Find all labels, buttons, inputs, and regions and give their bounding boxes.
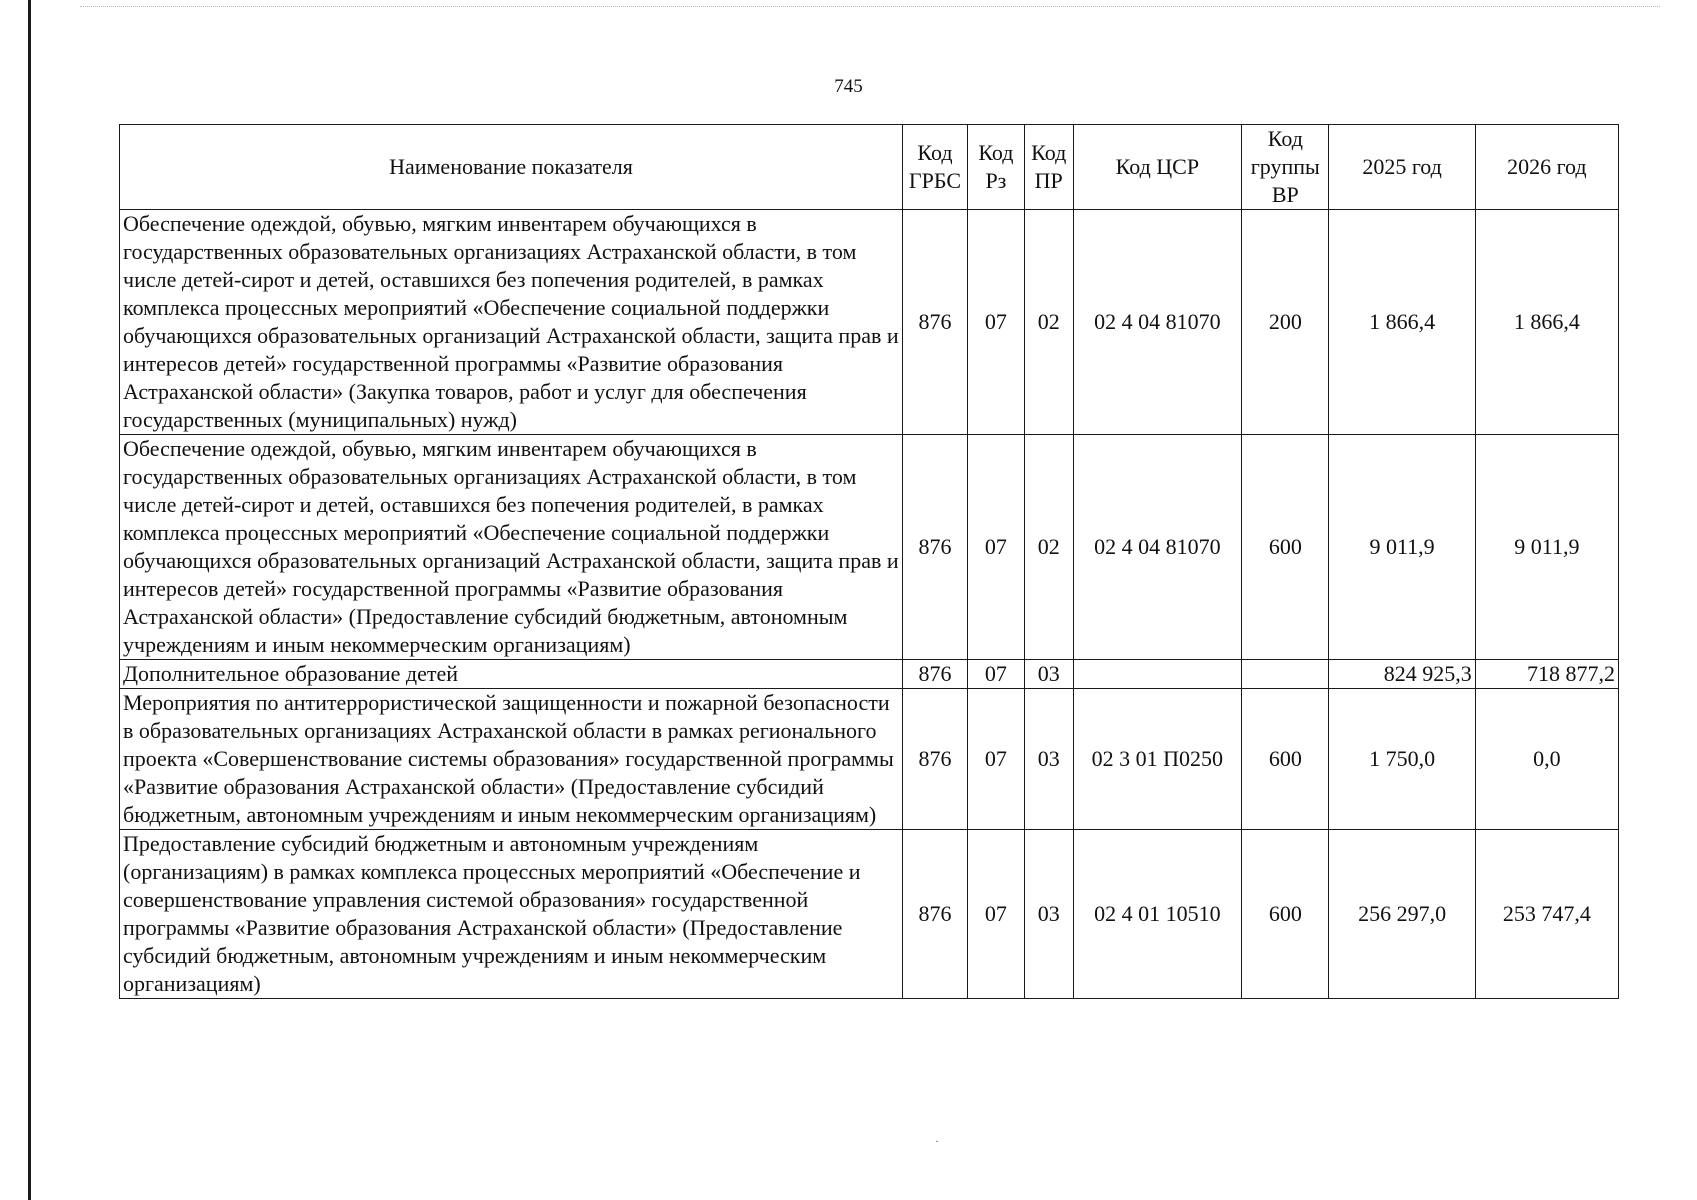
header-rz: Код Рз — [967, 125, 1024, 210]
row-pr: 02 — [1024, 210, 1073, 435]
row-rz: 07 — [967, 689, 1024, 830]
row-csr: 02 4 04 81070 — [1073, 435, 1242, 660]
row-2026: 0,0 — [1475, 689, 1618, 830]
scan-speck: · — [935, 1134, 939, 1148]
header-name: Наименование показателя — [120, 125, 903, 210]
row-csr — [1073, 660, 1242, 689]
header-2025: 2025 год — [1329, 125, 1475, 210]
row-rz: 07 — [967, 660, 1024, 689]
row-vr: 600 — [1242, 435, 1329, 660]
row-name: Дополнительное образование детей — [120, 660, 903, 689]
row-rz: 07 — [967, 435, 1024, 660]
header-grbs: Код ГРБС — [903, 125, 968, 210]
row-vr — [1242, 660, 1329, 689]
row-pr: 02 — [1024, 435, 1073, 660]
row-2025: 1 750,0 — [1329, 689, 1475, 830]
table-row — [120, 435, 1619, 660]
row-vr: 600 — [1242, 689, 1329, 830]
page-left-edge-line — [28, 0, 31, 1200]
row-2025: 1 866,4 — [1329, 210, 1475, 435]
row-grbs: 876 — [903, 830, 968, 999]
budget-table — [119, 124, 1619, 999]
row-name: Обеспечение одеждой, обувью, мягким инвентарем обучающихся в государственных образовательных организациях Астраханской области, в том числе детей-сирот и детей, оставшихся без попечения родителей, в рамках комплекса процессных мероприятий «Обеспечение социальной поддержки обучающихся образовательных организаций Астраханской области, защита прав и интересов детей» государственной программы «Развитие образования Астраханской области» (Закупка товаров, работ и услуг для обеспечения государственных (муниципальных) нужд) — [120, 210, 903, 435]
row-grbs: 876 — [903, 689, 968, 830]
row-2026: 718 877,2 — [1475, 660, 1618, 689]
table-row — [120, 660, 1619, 689]
row-name: Обеспечение одеждой, обувью, мягким инвентарем обучающихся в государственных образовательных организациях Астраханской области, в том числе детей-сирот и детей, оставшихся без попечения родителей, в рамках комплекса процессных мероприятий «Обеспечение социальной поддержки обучающихся образовательных организаций Астраханской области, защита прав и интересов детей» государственной программы «Развитие образования Астраханской области» (Предоставление субсидий бюджетным, автономным учреждениям и иным некоммерческим организациям) — [120, 435, 903, 660]
table-row — [120, 689, 1619, 830]
row-2025: 256 297,0 — [1329, 830, 1475, 999]
page-number: 745 — [834, 76, 863, 97]
table-header-row — [120, 125, 1619, 210]
row-vr: 200 — [1242, 210, 1329, 435]
row-csr: 02 4 04 81070 — [1073, 210, 1242, 435]
header-vr: Код группы ВР — [1242, 125, 1329, 210]
row-2026: 9 011,9 — [1475, 435, 1618, 660]
table-row — [120, 830, 1619, 999]
row-2026: 1 866,4 — [1475, 210, 1618, 435]
row-csr: 02 3 01 П0250 — [1073, 689, 1242, 830]
row-name: Предоставление субсидий бюджетным и автономным учреждениям (организациям) в рамках комплекса процессных мероприятий «Обеспечение и совершенствование управления системой образования» государственной программы «Развитие образования Астраханской области» (Предоставление субсидий бюджетным, автономным учреждениям и иным некоммерческим организациям) — [120, 830, 903, 999]
row-2025: 824 925,3 — [1329, 660, 1475, 689]
row-csr: 02 4 01 10510 — [1073, 830, 1242, 999]
table-row — [120, 210, 1619, 435]
row-pr: 03 — [1024, 830, 1073, 999]
row-grbs: 876 — [903, 210, 968, 435]
row-2025: 9 011,9 — [1329, 435, 1475, 660]
row-pr: 03 — [1024, 660, 1073, 689]
header-pr: Код ПР — [1024, 125, 1073, 210]
page-top-edge-line — [80, 6, 1660, 8]
row-grbs: 876 — [903, 660, 968, 689]
header-2026: 2026 год — [1475, 125, 1618, 210]
row-vr: 600 — [1242, 830, 1329, 999]
row-2026: 253 747,4 — [1475, 830, 1618, 999]
row-pr: 03 — [1024, 689, 1073, 830]
row-rz: 07 — [967, 210, 1024, 435]
row-name: Мероприятия по антитеррористической защищенности и пожарной безопасности в образовательных организациях Астраханской области в рамках регионального проекта «Совершенствование системы образования» государственной программы «Развитие образования Астраханской области» (Предоставление субсидий бюджетным, автономным учреждениям и иным некоммерческим организациям) — [120, 689, 903, 830]
row-grbs: 876 — [903, 435, 968, 660]
header-csr: Код ЦСР — [1073, 125, 1242, 210]
row-rz: 07 — [967, 830, 1024, 999]
